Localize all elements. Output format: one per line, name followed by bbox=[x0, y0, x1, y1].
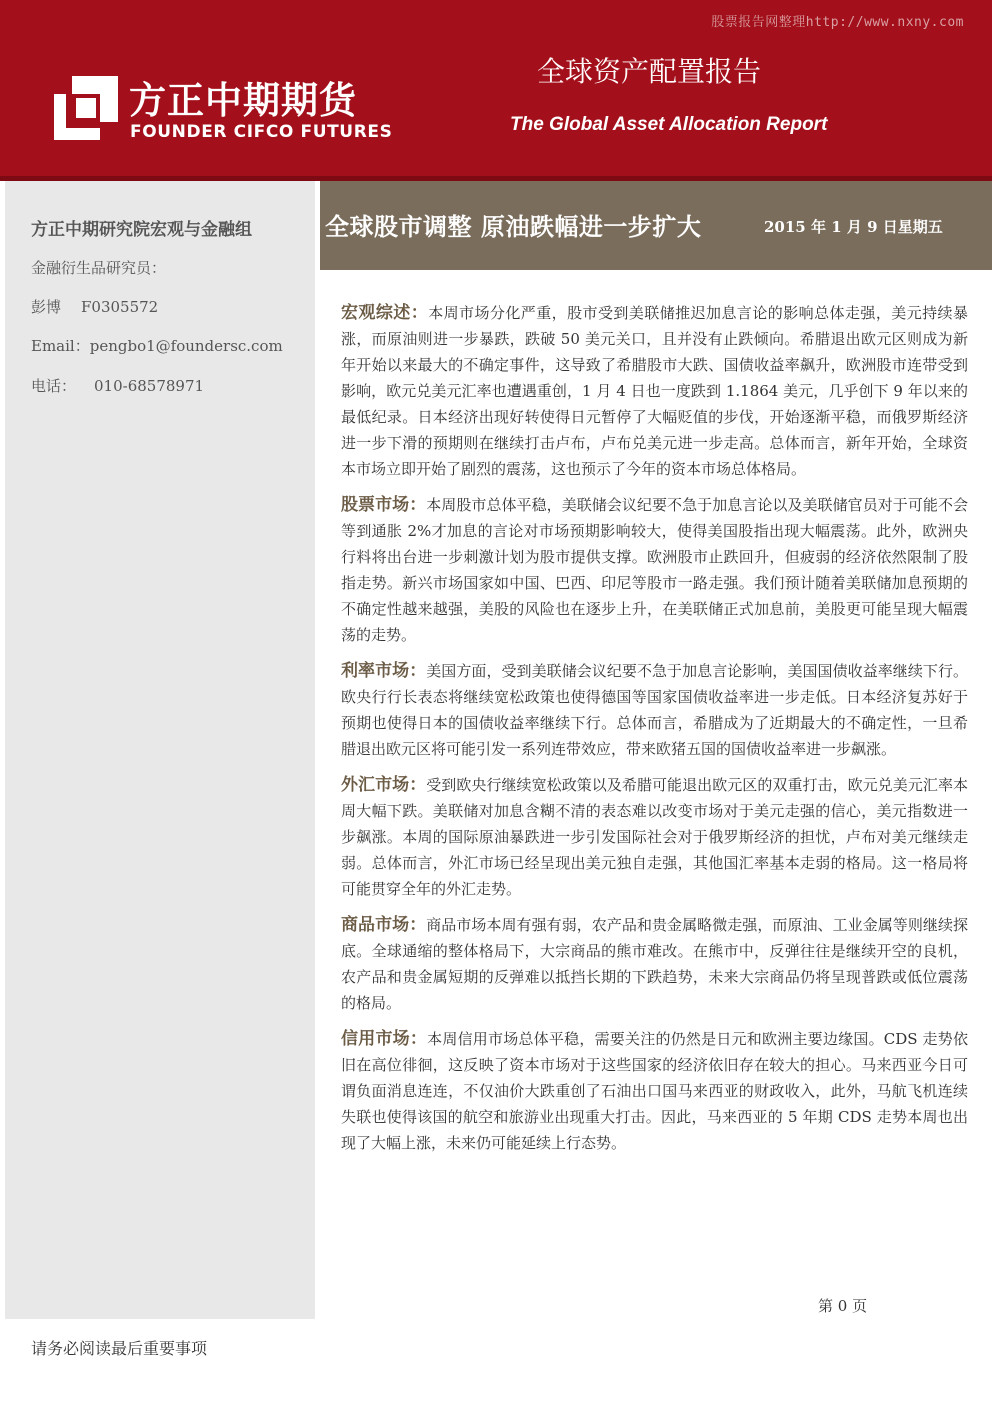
phone-row bbox=[31, 375, 204, 396]
phone-label: 电话： bbox=[31, 377, 77, 395]
section-heading: 宏观综述： bbox=[341, 303, 429, 323]
section-rates bbox=[341, 658, 968, 762]
article-title: 全球股市调整 原油跌幅进一步扩大 bbox=[325, 213, 702, 241]
section-text: 受到欧央行继续宽松政策以及希腊可能退出欧元区的双重打击，欧元兑美元汇率本周大幅下跌。美联储对加息含糊不清的表态难以改变市场对于美元走强的信心，美元指数进一步飙涨。本周的国际原油暴跌进一步引发国际社会对于俄罗斯经济的担忧，卢布对美元继续走弱。总体而言，外汇市场已经呈现出美元独自走强，其他国汇率基本走弱的格局。这一格局将可能贯穿全年的外汇走势。 bbox=[341, 776, 968, 898]
section-macro bbox=[341, 300, 968, 482]
research-group: 方正中期研究院宏观与金融组 bbox=[31, 220, 252, 240]
article-body bbox=[341, 300, 968, 1166]
section-heading: 商品市场： bbox=[341, 915, 427, 935]
article-date: 2015 年 1 月 9 日星期五 bbox=[764, 218, 943, 236]
researcher-role: 金融衍生品研究员： bbox=[31, 259, 167, 277]
email-label: Email： bbox=[31, 337, 90, 355]
site-watermark[interactable]: 股票报告网整理http://www.nxny.com bbox=[711, 15, 964, 30]
section-heading: 股票市场： bbox=[341, 495, 427, 515]
section-text: 美国方面，受到美联储会议纪要不急于加息言论影响，美国国债收益率继续下行。欧央行行长表态将继续宽松政策也使得德国等国家国债收益率进一步走低。日本经济复苏好于预期也使得日本的国债收益率继续下行。总体而言，希腊成为了近期最大的不确定性，一旦希腊退出欧元区将可能引发一系列连带效应，带来欧猪五国的国债收益率进一步飙涨。 bbox=[341, 662, 968, 758]
section-text: 本周信用市场总体平稳，需要关注的仍然是日元和欧洲主要边缘国。CDS 走势依旧在高位徘徊，这反映了资本市场对于这些国家的经济依旧存在较大的担心。马来西亚今日可谓负面消息连连，不仅油价大跌重创了石油出口国马来西亚的财政收入，此外，马航飞机连续失联也使得该国的航空和旅游业出现重大打击。因此，马来西亚的 5 年期 CDS 走势本周也出现了大幅上涨，未来仍可能延续上行态势。 bbox=[341, 1030, 969, 1152]
report-title-en: The Global Asset Allocation Report bbox=[510, 114, 828, 135]
brand-name-en: FOUNDER CIFCO FUTURES bbox=[130, 122, 393, 142]
section-text: 商品市场本周有强有弱，农产品和贵金属略微走强，而原油、工业金属等则继续探底。全球通缩的整体格局下，大宗商品的熊市难改。在熊市中，反弹往往是继续开空的良机，农产品和贵金属短期的反弹难以抵挡长期的下跌趋势，未来大宗商品仍将呈现普跌或低位震荡的格局。 bbox=[341, 916, 968, 1012]
section-heading: 外汇市场： bbox=[341, 775, 427, 795]
researcher-id: F0305572 bbox=[81, 298, 159, 316]
email-link[interactable]: pengbo1@foundersc.com bbox=[89, 337, 283, 355]
email-row bbox=[31, 335, 283, 356]
section-equity bbox=[341, 492, 968, 648]
section-commodities bbox=[341, 912, 968, 1016]
disclaimer-note: 请务必阅读最后重要事项 bbox=[31, 1339, 208, 1358]
founder-logo-icon bbox=[54, 76, 118, 140]
section-heading: 信用市场： bbox=[341, 1029, 428, 1049]
section-text: 本周股市总体平稳，美联储会议纪要不急于加息言论以及美联储官员对于可能不会等到通胀 2%才加息的言论对市场预期影响较大，使得美国股指出现大幅震荡。此外，欧洲央行料将出台进一步刺激计划为股市提供支撑。欧洲股市止跌回升，但疲弱的经济依然限制了股指走势。新兴市场国家如中国、巴西、印尼等股市一路走强。我们预计随着美联储加息预期的不确定性越来越强，美股的风险也在逐步上升，在美联储正式加息前，美股更可能呈现大幅震荡的走势。 bbox=[341, 496, 968, 644]
researcher-name-row bbox=[31, 296, 158, 317]
section-text: 本周市场分化严重，股市受到美联储推迟加息言论的影响总体走强，美元持续暴涨，而原油则进一步暴跌，跌破 50 美元关口，且并没有止跌倾向。希腊退出欧元区则成为新年开始以来最大的不确定事件，这导致了希腊股市大跌、国债收益率飙升，欧洲股市连带受到影响，欧元兑美元汇率也遭遇重创，1 月 4 日也一度跌到 1.1864 美元，几乎创下 9 年以来的最低纪录。日本经济出现好转使得日元暂停了大幅贬值的步伐，开始逐渐平稳，而俄罗斯经济进一步下滑的预期则在继续打击卢布，卢布兑美元进一步走高。总体而言，新年开始，全球资本市场立即开始了剧烈的震荡，这也预示了今年的资本市场总体格局。 bbox=[341, 304, 968, 478]
page-number: 第 0 页 bbox=[818, 1297, 868, 1315]
section-credit bbox=[341, 1026, 968, 1156]
brand-name-cn: 方正中期期货 bbox=[129, 79, 357, 122]
section-heading: 利率市场： bbox=[341, 661, 427, 681]
section-fx bbox=[341, 772, 968, 902]
phone-value: 010-68578971 bbox=[94, 377, 205, 395]
report-title: 全球资产配置报告 bbox=[537, 55, 762, 88]
researcher-name: 彭博 bbox=[31, 298, 62, 316]
